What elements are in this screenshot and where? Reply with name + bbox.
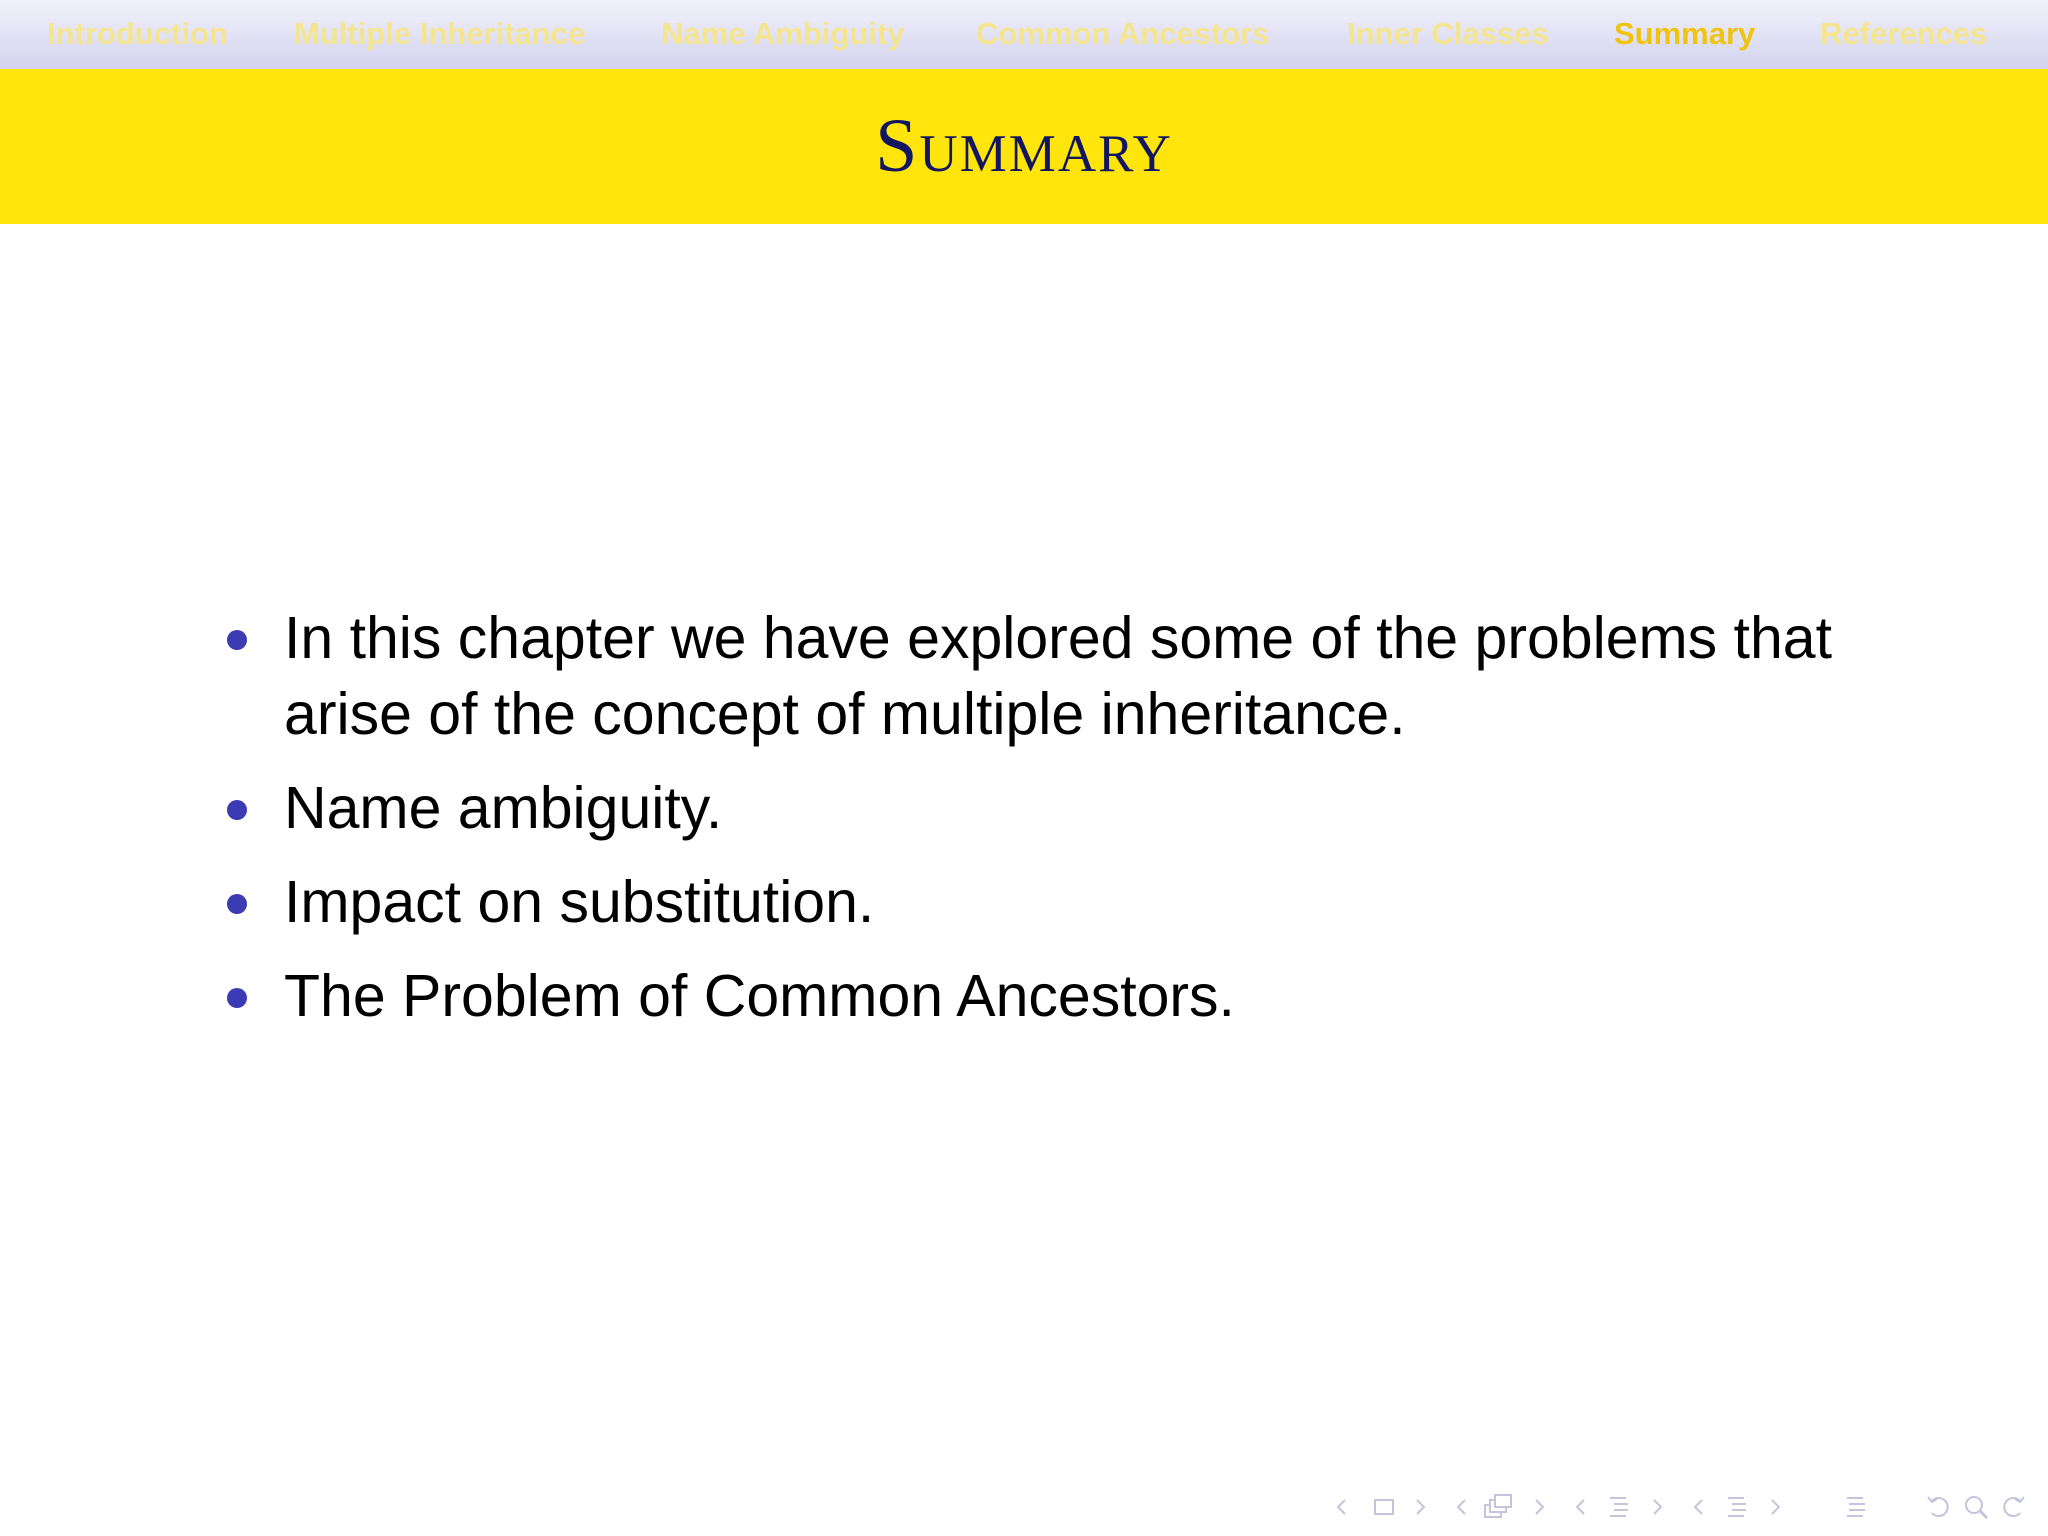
bullet-item xyxy=(224,864,1904,940)
frame-title: Summary xyxy=(875,104,1173,188)
prev-frame-icon[interactable] xyxy=(1334,1487,1348,1527)
search-icon[interactable] xyxy=(1962,1487,1992,1527)
prev-section-icon[interactable] xyxy=(1573,1487,1587,1527)
bullet-dot-icon xyxy=(227,630,247,650)
nav-item-name-ambiguity[interactable]: Name Ambiguity xyxy=(661,16,905,51)
frame-title-bar xyxy=(0,69,2048,224)
prev-section-icon[interactable] xyxy=(1691,1487,1705,1527)
bullet-dot-icon xyxy=(227,894,247,914)
prev-subsection-icon[interactable] xyxy=(1454,1487,1468,1527)
bullet-dot-icon xyxy=(227,800,247,820)
forward-icon[interactable] xyxy=(1998,1487,2028,1527)
section-icon[interactable] xyxy=(1724,1487,1750,1527)
bullet-text: Impact on substitution. xyxy=(284,869,875,935)
bullet-text: Name ambiguity. xyxy=(284,775,723,841)
next-section-icon[interactable] xyxy=(1769,1487,1783,1527)
nav-item-inner-classes[interactable]: Inner Classes xyxy=(1347,16,1549,51)
nav-item-references[interactable]: References xyxy=(1820,16,1988,51)
next-subsection-icon[interactable] xyxy=(1533,1487,1547,1527)
section-icon[interactable] xyxy=(1606,1487,1632,1527)
nav-item-summary[interactable]: Summary xyxy=(1614,16,1756,51)
bullet-item xyxy=(224,770,1904,846)
appendix-icon[interactable] xyxy=(1843,1487,1869,1527)
nav-item-common-ancestors[interactable]: Common Ancestors xyxy=(976,16,1270,51)
frame-icon[interactable] xyxy=(1372,1487,1396,1527)
bullet-item xyxy=(224,600,1904,752)
section-navigation-bar xyxy=(0,0,2048,69)
back-icon[interactable] xyxy=(1924,1487,1954,1527)
next-frame-icon[interactable] xyxy=(1414,1487,1428,1527)
bullet-item xyxy=(224,958,1904,1034)
next-section-icon[interactable] xyxy=(1651,1487,1665,1527)
bullet-dot-icon xyxy=(227,988,247,1008)
subsection-icon[interactable] xyxy=(1482,1487,1514,1527)
nav-item-multiple-inheritance[interactable]: Multiple Inheritance xyxy=(294,16,586,51)
bullet-text: In this chapter we have explored some of the problems that arise of the concept of multiple inheritance. xyxy=(284,605,1832,747)
bullet-text: The Problem of Common Ancestors. xyxy=(284,963,1235,1029)
bullet-list xyxy=(224,600,1904,1052)
nav-item-introduction[interactable]: Introduction xyxy=(47,16,228,51)
